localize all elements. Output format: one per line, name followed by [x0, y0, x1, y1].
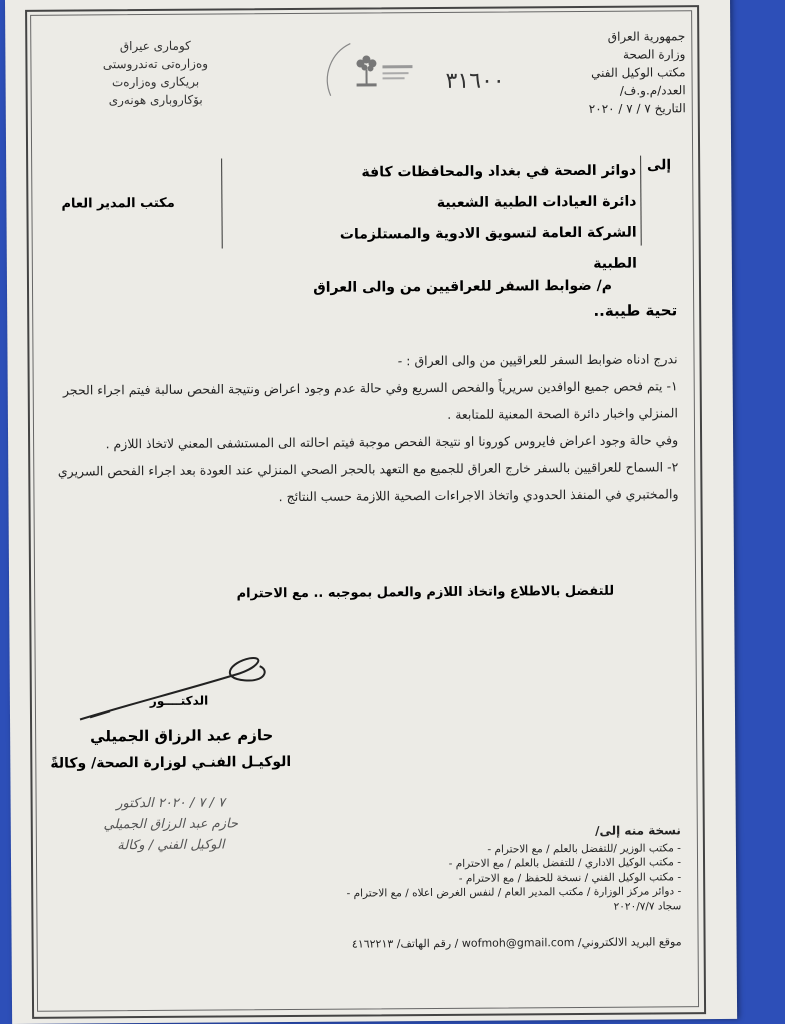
signature-scribble [70, 648, 281, 729]
recipient: دائرة العيادات الطبية الشعبية [436, 193, 637, 211]
ministry-logo [320, 35, 420, 106]
recipient: الشركة العامة لتسويق الادوية والمستلزمات الطبية [339, 224, 637, 272]
copy-recipient: - مكتب الوكيل الاداري / للتفضل بالعلم / مع الاحترام - [448, 856, 682, 870]
header-kurdish-line: بۆکاروباری هونەری [108, 92, 203, 108]
contact-footer: موقع البريد الالكتروني/ wofmoh@gmail.com / رقم الهاتف/ ٤١٦٢٢١٣ [351, 935, 682, 951]
header-kurdish-line: وەزارەتی تەندروستی [102, 56, 209, 72]
header-line: العدد/م.و.ف/ [619, 83, 686, 98]
header-kurdish-line: كوماری عیراق [119, 38, 191, 54]
body-paragraph: ندرج ادناه ضوابط السفر للعراقيين من والى العراق : - [397, 351, 678, 369]
signatory-role: الوكيـل الفنـي لوزارة الصحة/ وكالةً [50, 754, 292, 772]
header-line: جمهورية العراق [607, 29, 686, 44]
closing-line: للتفضل بالاطلاع واتخاذ اللازم والعمل بموجبه .. مع الاحترام [236, 583, 615, 602]
body-paragraph: ٢- السماح للعراقيين بالسفر خارج العراق للجميع مع التعهد بالحجر الصحي المنزلي عند العودة بعد اجراء الفحص السريري والمختبري في المنفذ الحدودي واتخاذ الاجراءات الصحية اللازمة حسب النتائج . [57, 459, 679, 505]
header-left [65, 36, 245, 109]
copy-recipient: سجاد ٢٠٢٠/٧/٧ [613, 899, 682, 913]
copy-recipient: - دوائر مركز الوزارة / مكتب المدير العام / لنفس الغرض اعلاه / مع الاحترام - [346, 885, 682, 900]
recipient: دوائر الصحة في بغداد والمحافظات كافة [361, 162, 637, 181]
body-paragraph: وفي حالة وجود اعراض فايروس كورونا او نتيجة الفحص موجبة فيتم احالته الى المستشفى المعني لاتخاذ اللازم . [105, 432, 679, 452]
stamp-line: ٧ / ٧ / ٢٠٢٠ الدكتور [116, 795, 226, 812]
document-number-handwritten: ٣١٦٠٠ [445, 68, 505, 94]
copy-recipient: - مكتب الوزير /للتفضل بالعلم / مع الاحترام - [487, 841, 681, 856]
document-page [5, 0, 737, 1024]
stamp-line: حازم عبد الرزاق الجميلي [103, 816, 239, 833]
subject-line: م/ ضوابط السفر للعراقيين من والى العراق [313, 277, 613, 296]
copy-recipient: - مكتب الوكيل الفني / نسخة للحفظ / مع الاحترام - [458, 870, 682, 885]
letter-body [37, 345, 678, 511]
header-right [515, 27, 686, 118]
copies-title: نسخة منه إلى/ [595, 823, 681, 838]
header-line: وزارة الصحة [622, 47, 686, 62]
header-line: التاريخ ٧ / ٧ / ٢٠٢٠ [588, 101, 686, 116]
signatory-name: حازم عبد الرزاق الجميلي [90, 726, 274, 746]
header-kurdish-line: بریکاری وەزارەت [111, 74, 200, 90]
header-line: مكتب الوكيل الفني [591, 65, 686, 80]
to-label: إلى [646, 157, 672, 174]
recipients-block [306, 156, 637, 282]
department-label: مكتب المدير العام [61, 195, 175, 212]
greeting: تحية طيبة.. [593, 301, 678, 320]
stamp-line: الوكيل الفني / وكالة [117, 837, 225, 854]
signature-title: الدكتــــور [149, 693, 209, 709]
copies-block [61, 823, 682, 917]
body-paragraph: ١- يتم فحص جميع الوافدين سريرياً والفحص السريع وفي حالة عدم وجود اعراض ونتيجة الفحص سالبة فيتم اجراء الحجر المنزلي واخبار دائرة الصحة المعنية للمتابعة . [62, 378, 678, 422]
